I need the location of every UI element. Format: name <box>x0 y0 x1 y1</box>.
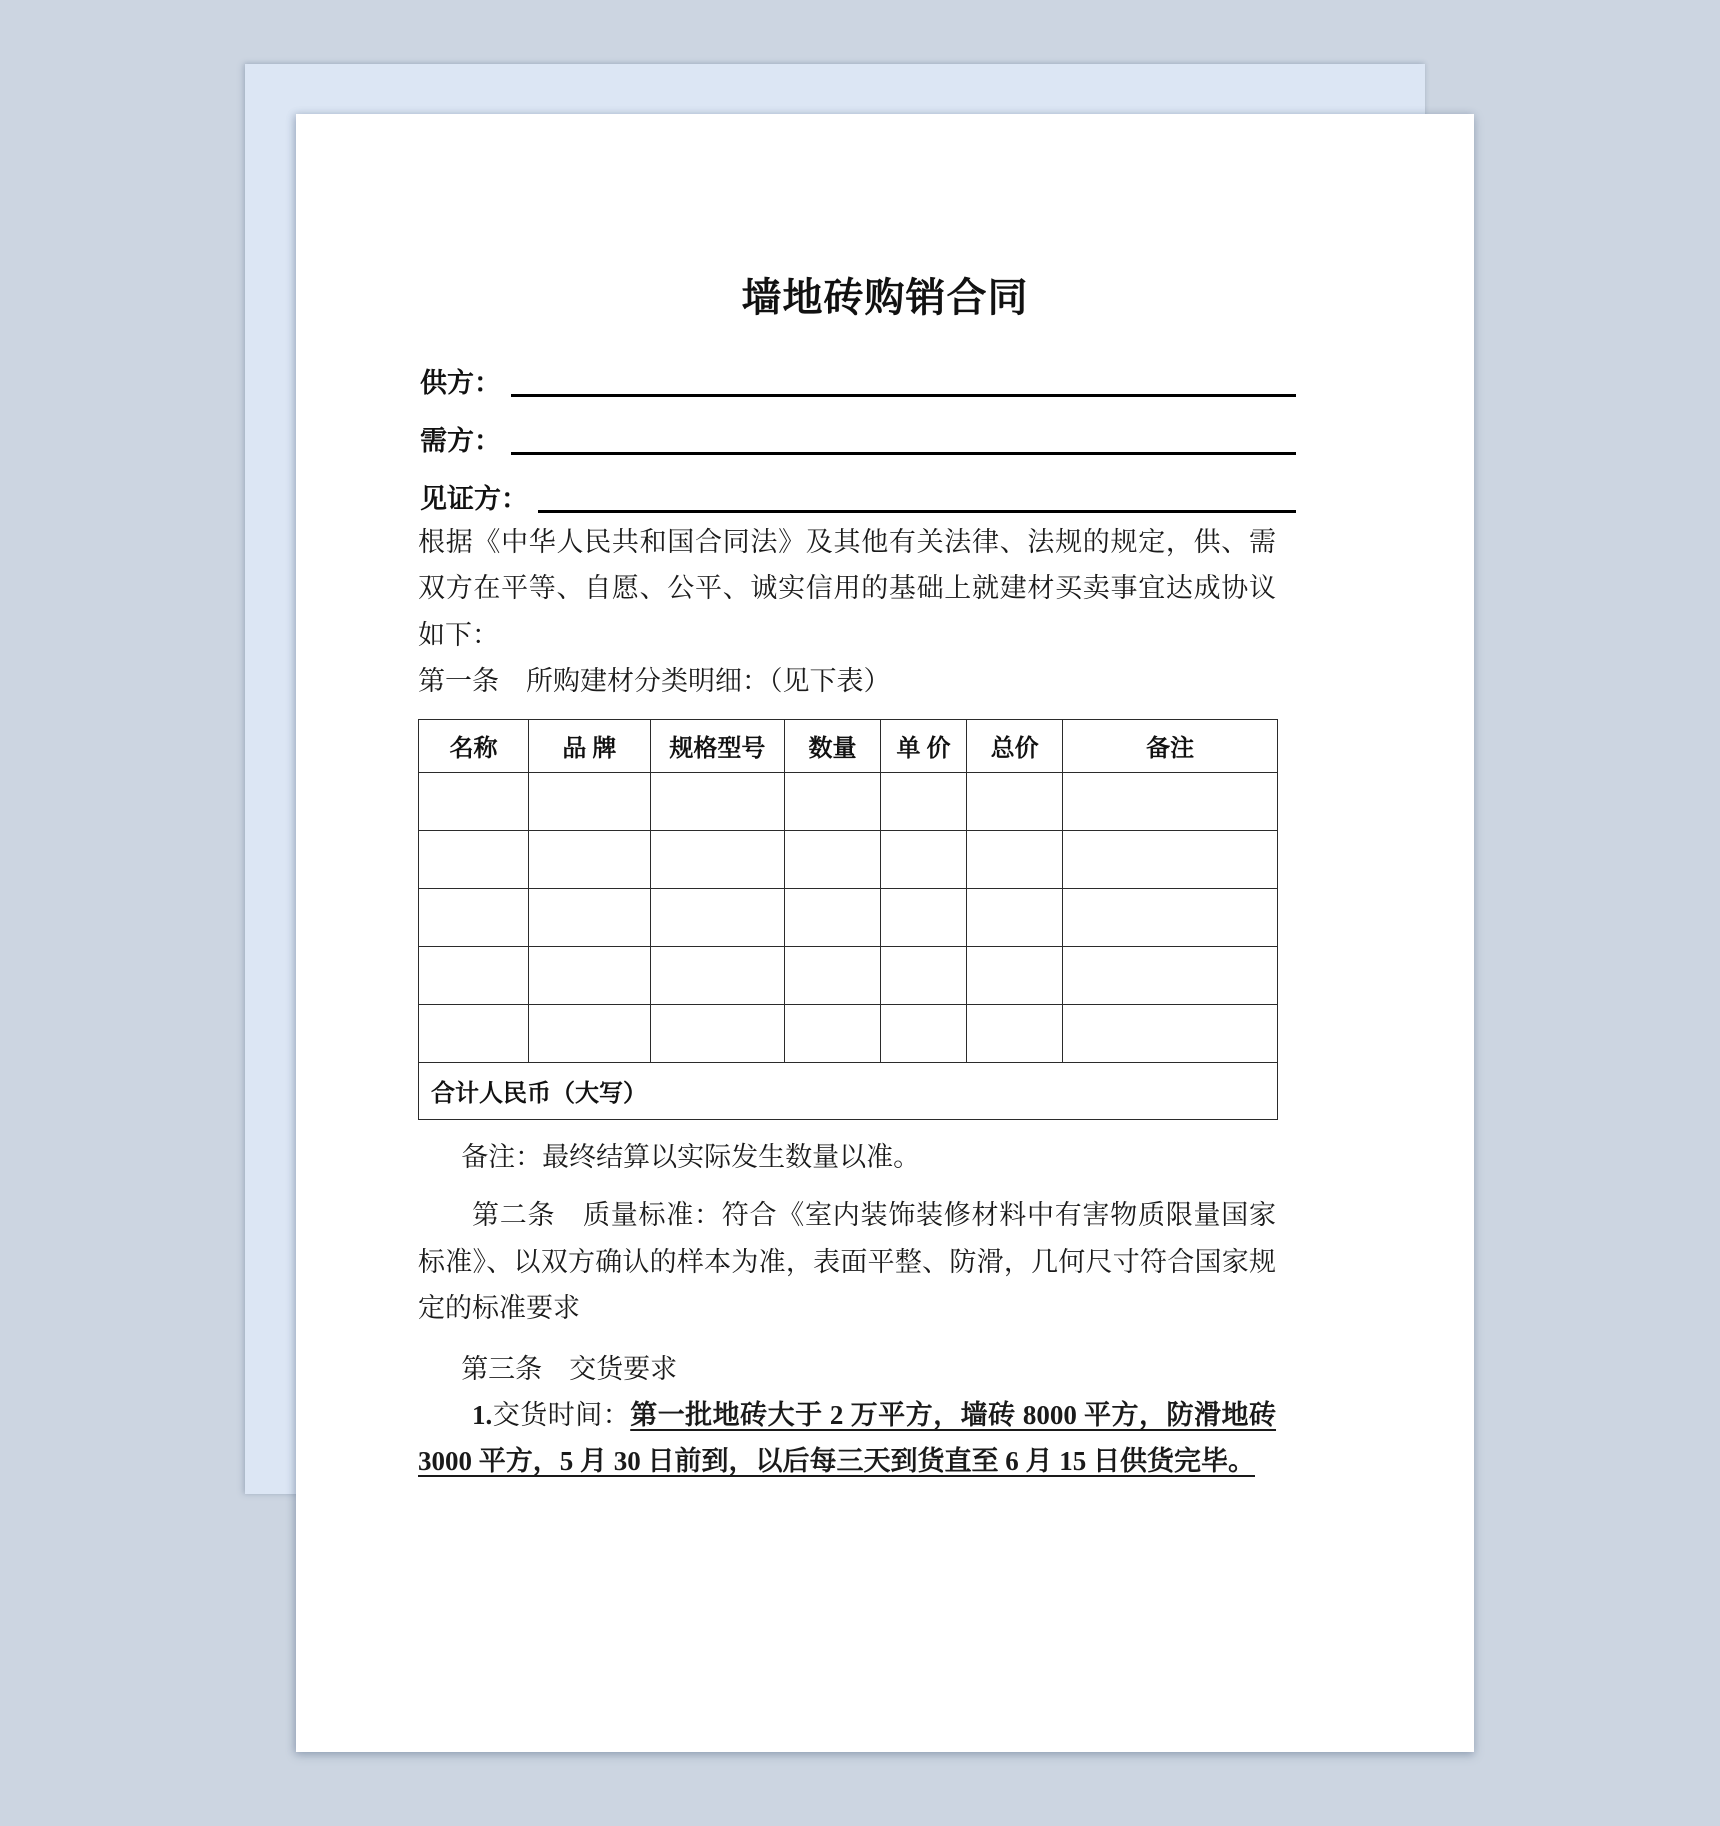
cell-remark[interactable] <box>1063 830 1278 888</box>
goods-table-container <box>296 705 1474 1120</box>
delivery-item-value: 第一批地砖大于 2 万平方，墙砖 8000 平方，防滑地砖 3000 平方，5 月 30 日前到，以后每三天到货直至 6 月 15 日供货完毕。 <box>418 1399 1277 1477</box>
cell-price[interactable] <box>881 830 967 888</box>
cell-qty[interactable] <box>784 888 880 946</box>
cell-price[interactable] <box>881 772 967 830</box>
cell-qty[interactable] <box>784 1004 880 1062</box>
cell-name[interactable] <box>419 830 529 888</box>
page-title: 墙地砖购销合同 <box>741 275 1029 320</box>
witness-field-row <box>296 461 1474 519</box>
table-row <box>419 1004 1278 1062</box>
cell-amount[interactable] <box>967 830 1063 888</box>
cell-remark[interactable] <box>1063 946 1278 1004</box>
cell-brand[interactable] <box>528 888 650 946</box>
table-row <box>419 830 1278 888</box>
cell-amount[interactable] <box>967 888 1063 946</box>
cell-spec[interactable] <box>650 772 784 830</box>
cell-qty[interactable] <box>784 772 880 830</box>
header-name: 名称 <box>419 719 529 772</box>
cell-brand[interactable] <box>528 946 650 1004</box>
contract-document <box>296 114 1474 1752</box>
witness-label: 见证方： <box>420 484 528 515</box>
delivery-item-number: 1. <box>472 1399 493 1430</box>
table-row <box>419 772 1278 830</box>
cell-spec[interactable] <box>650 1004 784 1062</box>
cell-amount[interactable] <box>967 1004 1063 1062</box>
header-amount: 总价 <box>967 719 1063 772</box>
table-header-row <box>419 719 1278 772</box>
clause-one-heading: 第一条 所购建材分类明细：（见下表） <box>418 666 891 697</box>
buyer-field-row <box>296 403 1474 461</box>
cell-qty[interactable] <box>784 946 880 1004</box>
cell-remark[interactable] <box>1063 772 1278 830</box>
buyer-label: 需方： <box>420 426 501 457</box>
table-row <box>419 946 1278 1004</box>
buyer-input-rule[interactable] <box>511 452 1296 455</box>
goods-table <box>418 719 1278 1120</box>
cell-name[interactable] <box>419 772 529 830</box>
cell-spec[interactable] <box>650 830 784 888</box>
cell-name[interactable] <box>419 946 529 1004</box>
cell-spec[interactable] <box>650 888 784 946</box>
cell-price[interactable] <box>881 888 967 946</box>
cell-remark[interactable] <box>1063 888 1278 946</box>
delivery-time-paragraph <box>296 1392 1474 1485</box>
cell-remark[interactable] <box>1063 1004 1278 1062</box>
cell-name[interactable] <box>419 888 529 946</box>
header-brand: 品 牌 <box>528 719 650 772</box>
total-amount-label[interactable]: 合计人民币（大写） <box>419 1062 1278 1119</box>
witness-input-rule[interactable] <box>538 510 1296 513</box>
cell-qty[interactable] <box>784 830 880 888</box>
preamble-paragraph: 根据《中华人民共和国合同法》及其他有关法律、法规的规定，供、需双方在平等、自愿、公平、诚实信用的基础上就建材买卖事宜达成协议如下： <box>418 527 1276 650</box>
header-qty: 数量 <box>784 719 880 772</box>
cell-spec[interactable] <box>650 946 784 1004</box>
cell-brand[interactable] <box>528 1004 650 1062</box>
header-price: 单 价 <box>881 719 967 772</box>
supplier-field-row <box>296 345 1474 403</box>
header-remark: 备注 <box>1063 719 1278 772</box>
cell-amount[interactable] <box>967 946 1063 1004</box>
cell-price[interactable] <box>881 1004 967 1062</box>
document-page <box>296 114 1474 1752</box>
cell-brand[interactable] <box>528 830 650 888</box>
party-fields <box>296 345 1474 519</box>
cell-amount[interactable] <box>967 772 1063 830</box>
supplier-label: 供方： <box>420 368 501 399</box>
clause-two-paragraph: 第二条 质量标准：符合《室内装饰装修材料中有害物质限量国家标准》、以双方确认的样本为准，表面平整、防滑，几何尺寸符合国家规定的标准要求 <box>418 1200 1276 1324</box>
table-row <box>419 888 1278 946</box>
clause-one-note: 备注：最终结算以实际发生数量以准。 <box>461 1141 921 1172</box>
cell-price[interactable] <box>881 946 967 1004</box>
header-spec: 规格型号 <box>650 719 784 772</box>
clause-three-heading: 第三条 交货要求 <box>461 1353 678 1384</box>
cell-name[interactable] <box>419 1004 529 1062</box>
supplier-input-rule[interactable] <box>511 394 1296 397</box>
table-total-row <box>419 1062 1278 1119</box>
delivery-item-label: 交货时间： <box>492 1399 631 1430</box>
cell-brand[interactable] <box>528 772 650 830</box>
